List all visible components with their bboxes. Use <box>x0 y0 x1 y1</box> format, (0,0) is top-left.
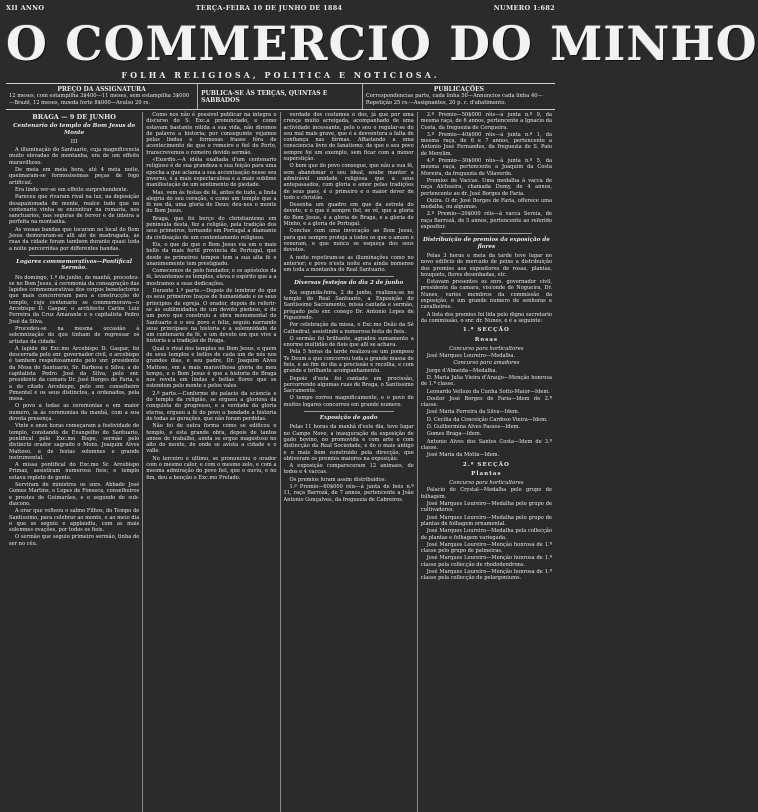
paragraph: O sermão foi brilhante, agradou sumamente a enorme multidão de fieis que alli se achava. <box>283 335 414 349</box>
list-item: Leonardo Vellozo da Cunha Sotto-Maior—Idem. <box>426 388 550 395</box>
list-item: Doutor José Borges de Faria—Idem de 2.ª classe. <box>420 395 552 409</box>
issue-date: TERÇA-FEIRA 10 DE JUNHO DE 1884 <box>195 4 343 12</box>
list-item: José Marques Loureiro—Medalha pela collecção de plantas e folhagem variegada. <box>420 528 552 541</box>
paragraph: Durante 1.º parte.—Depois de lembrar do que os seus primeiros traços de humanidade e os seus principios de egreja. O orador, depois de referir-se ás sublimidades de um devoto piedoso, e de um povo que construiu a obra monumental do Santuario e o seu povo e feliz, seguiu narrando seus principaes na historia e a solemnidade de um centenario da fé, e um devoto em que vive a historia e a tradição de Braga. <box>146 288 277 345</box>
paragraph: Procedeu-se na mesma occasião á solemnização do que tinham de regressar os artistas da cidade. <box>9 325 140 345</box>
paragraph: Pelas 11 horas da manhã d'este dia, teve lugar no Campo Novo, a inauguração da exposição de gado bovino, no promovida e com arte e com distincção da Real Sociedade, e do o mais antigo e o mais bem construido pela direcção, que obtiveram os premios maiores na exposição. <box>283 424 414 462</box>
paragraph: «Exordio.—A idéia exaltada d'um centenario religioso é de sua grandeza e sua feição para uma epocha a que aclama a sua accentuação nesse seu inverno, é a mais espectaculosa e a mais sublime manifestação de um sentimento de piedade. <box>146 157 277 189</box>
paragraph: Vinte e onze horas começaram a festividade do templo, constando de Evangelho do Santuario, pontifical pelo Exc.mo Bispo, sermão pelo distincto orador sagrado o Mons. Joaquim Alves Mattoso, e de festas solemnes e grande instrumental. <box>9 423 140 461</box>
paragraph: De meia em meia hora, até 4 meia noite, queimaram-se formosissimas peças de fogo artificial. <box>9 167 140 186</box>
masthead-title: O COMMERCIO DO MINHO <box>6 17 758 72</box>
paragraph: Braga, que foi berço do christianismo em peninsula desta, fez a religião, pela tradição dos seus primeiros, tornando em Portugal a diamante da civilisação de um contentamento religioso. <box>146 215 277 241</box>
divider <box>304 276 394 277</box>
divider <box>304 411 394 412</box>
list-item: Gomes Braga—Idem. <box>426 431 482 438</box>
list-item: José Maria Ferreira da Silva—Idem. <box>426 409 520 416</box>
section-heading: Exposição de gado <box>319 415 378 422</box>
list-item: D. Cecilia da Conceição Cardoso Vieira—Idem. <box>426 416 548 423</box>
article-title: Centenario do templo do Bom Jesus do Monte <box>13 123 136 136</box>
subscription-box <box>6 84 198 109</box>
info-bar <box>6 84 555 110</box>
paragraph: 4.º Premio—30$000 réis—á junta n.º 5, da mesma raça, pertencente a Joaquim da Costa Moreira, da freguezia de Vilaverde. <box>420 158 552 177</box>
masthead-subtitle: FOLHA RELIGIOSA, POLITICA E NOTICIOSA. <box>6 70 555 84</box>
column-3 <box>281 112 418 812</box>
paragraph: 1.º Premio—60$000 réis—á junta de bois n.º 11, raça Barrozã, de 7 annos, pertencente a João Antonio Gonçalves, da freguezia de Cabreiros. <box>283 484 414 503</box>
paragraph: A lapide do Exc.mo Arcebispo D. Gaspar, foi descerrada pelo snr. governador civil, o arcebispo é tambem respeitosamente pelo snr. presidente da Mesa do Santuario, Sr. Barbosa e Silva; a do capitalista Pedro José da Silva, pelo snr. presidente da camara Dr. José Borges de Faria, e a do citado Arcebispo, pelo snr. conselheiro Pimentel e os seus distinctos, a ordenados, pela mesa. <box>9 345 140 403</box>
paragraph: Na segunda-feira, 2 de junho, realizou-se no templo do Real Santuario, a Exposição do Santissimo Sacramento, missa cantada e sermão, prégado pelo snr. conego Dr. Antonio Lopes de Figueiredo. <box>283 289 414 321</box>
paragraph: Conclue com uma invocação ao Bom Jesus, para que sempre proteja a todos os que o amam e veneram, e que nunca se esqueça dos seus devotos. <box>283 228 414 254</box>
divider <box>29 255 119 256</box>
paragraph: O tempo correu magnificamente, e o povo de muitos logares concorreu em grande numero. <box>283 395 414 408</box>
list-item: José Marques Loureiro—Medalha pelo grupo de plantas de folhagem ornamental. <box>420 514 552 527</box>
paragraph: Serviram de ministros os snrs. Abbade José Gomes Martins, e Lopes de Fonseca, conselheiros e prestes de Guimarães, e o segundo de sub-diacono. <box>9 482 140 507</box>
paragraph: Comecemos de pelo fundador, e os apóstolos da fé, levantemos os templos, eleva o espirito que a a mostramos a suas dedicações. <box>146 268 277 287</box>
paragraph: 2.º Premio—50$000 réis—á junta n.º 9, da mesma raça, de 6 annos, pertencente a Ignacio da Costa, da freguezia de Cerqueira. <box>420 112 552 131</box>
section-heading: Logares commemorativos—Pontifical Sermão. <box>16 258 133 272</box>
paragraph: Premios de Vaccas. Uma medalha á vacca de raça Alcheeira, chamada Dumy, de 4 annos, pertencente ao dr. José Borges de Faria. <box>420 177 552 197</box>
list-item: D. Guilhermina Alves Passos—Idem. <box>426 424 521 431</box>
paragraph: Era lindo ver-se um effeito surprehendente. <box>15 186 129 193</box>
list-item: José Marques Loureiro—Medalha. <box>426 353 516 360</box>
list-item: Palacio de Crystal—Medalha pelo grupo de folhagem. <box>420 487 552 500</box>
paragraph: Por celebração da missa, o Exc.mo Deão da Sé Cathedral, assistindo a numerosa festa de fieis. <box>283 322 414 335</box>
section-label: Plantas <box>471 470 502 477</box>
subscription-text: 12 meses, com estampilha 3$400—11 meses, sem estampilha 3$000—Brazil, 12 meses, moeda forte 8$000—Avulso 20 rs. <box>9 93 190 106</box>
paragraph: A exposição compareceram 12 animaes, de todos e 4 vaccas. <box>283 463 414 476</box>
section-label: 2.ª SECÇÃO <box>462 461 510 468</box>
paragraph: Outra. O dr. José Borges de Faria, offerece uma medalha, ou algumas. <box>420 197 552 211</box>
section-label: 1.ª SECÇÃO <box>462 327 510 334</box>
list-item: José Marques Loureiro—Menção honrosa de 1.ª classe pela collecção de pelargoniums. <box>420 569 552 582</box>
list-item: José Marques Loureiro—Menção honrosa de 1.ª classe pelo grupo de palmeiras. <box>420 541 552 555</box>
paragraph: verdade dos costumes e dos, já que por uma crença muito arreigada, acompanhado de uma actividade incessante, pelo o seu o regular-se do seu mal mais grave, que é a desventura a falta de confiança nas fórmas. Affastando a uma consciencia livre do fanatismo, de que o seu povo sempre foi um exemplo, sem ficar com a menor superstição. <box>283 112 414 163</box>
list-item: Jorge d'Almeida—Medalha. <box>426 367 498 374</box>
column-2 <box>143 112 280 812</box>
paragraph: O sermão que seguiu primeiro sermão, tinha de ser no céu. <box>9 534 140 547</box>
paragraph: Como nos não é possivel publicar na integra o discurso do S. Exc.a pronunciado, e como estavam bastante nitida a sua vida, não diremos de palavra a historia; por conseguinte vejamos pelas lindas e formosas frases fóra de acontecimento de que o romeiro e fiel do Porto, transcrevemos o romeiro devido sermão. <box>146 112 277 156</box>
subscription-title: PREÇO DA ASSIGNATURA <box>57 86 146 93</box>
paragraph: Pelas 3 horas e meia da tarde teve lugar no novo edificio de mercado de peixe a distribuição dos premios aos expositores de rosas, plantas, bouquets, flores desenhadas, etc. <box>420 252 552 278</box>
publications-text: Correspondencias parte, cada linha 50—Annuncios cada linha 40—Repetição 25 rs.—Assignantes, 20 p. c. d'abatimento. <box>365 93 543 106</box>
article-columns <box>6 112 555 812</box>
paragraph: A missa pontifical do Exc.mo Sr. Arcebispo Primaz, assistiram numeroso fieis; o templo estava repleto de gente. <box>9 462 140 481</box>
dateline: BRAGA — 9 DE JUNHO <box>32 113 116 121</box>
header-bar <box>6 0 555 12</box>
publication-days: PUBLICA-SE ÀS TERÇAS, QUINTAS E SABBADOS <box>198 84 363 109</box>
paragraph: Depois d'esta foi cantado em procissão, percorrendo algumas ruas de Braga, o Santissimo Sacramento. <box>283 375 414 395</box>
paragraph: Qual o rival dos templos no Bom Jesus, e quem de seus templos e bellos de cada um de nós nos grandes dias, e seu padre, Dr. Joaquim Alves Mattoso, em a mais maravilhosa gloria do meu tempo, e o Bom Jesus é que a historia de Braga nos revela em lindas e bellas flores que se estendem pelo monte e pelos vales. <box>146 345 277 390</box>
paragraph: Não foi de outra forma como se edificou o templo, e esta grande obra, depois de tantos annos de trabalho, ainda se ergue magestoso no alto do monte, de onde se avista a cidade e o valle. <box>146 423 277 455</box>
paragraph: No terceiro e ultimo, se pronunciou o orador com o mesmo calor, e com o mesmo zelo, e com a mesma admiração do povo fiel, que o ouviu, e no fim, deu a benção o Exc.mo Prelado. <box>146 455 277 481</box>
issue-number: NUMERO 1:682 <box>493 4 555 12</box>
paragraph: A illuminação do Santuario, cuja magnificencia muito elevadas de montanha, era de um effeito maravilhoso. <box>9 147 140 166</box>
paragraph: Os premios foram assim distribuidos: <box>289 476 387 483</box>
column-1 <box>6 112 143 812</box>
paragraph: Mas, vem ás festas de fé, antes de tudo, a linda alegria do seu coração, e como um templo que a fé nos dá, uma gloria de Deus; deu-nos o monte do Bom Jesus. <box>146 189 277 215</box>
category-label: Concurso para horticultores <box>449 480 524 487</box>
paragraph: Desenha um quadro em que da estrela do devoto, e o que é sempre fiel, se vê, que a gloria do Bom Jesus, é a gloria de Braga, e a gloria do Minho, e a gloria de Portugal. <box>283 202 414 228</box>
paragraph: 2.º Premio—20$000 réis—á vacca Sereia, de raça Barrozã, de 5 annos, pertencente ao referido expositor. <box>420 211 552 231</box>
section-heading: Distribuição de premios da exposição de flores <box>422 237 550 250</box>
paragraph: A lista dos premios foi lida pelo digno secretario da commissão, o snr. dr. Nunes, e é a seguinte: <box>420 311 552 324</box>
list-item: José Marques Loureiro—Menção honrosa de 1.ª classe pela collecção de rhododendrons. <box>420 555 552 568</box>
article-part: III <box>70 138 78 145</box>
paragraph: O bom que do povo consegue, que não a sua fé, sem abandonar o seu ideal, soube manter a admirável unidade religiosa que a seus antepassados, com gloria e amor pelas tradições de seus paes, é o primeiro e o maior dever de todo o christão. <box>283 163 414 201</box>
list-item: Antonio Alves dos Santos Costa—Idem de 3.ª classe. <box>420 438 552 451</box>
paragraph: No domingo, 1.º de junho, de manhã, procedeu-se no Bom Jesus, á ceremonia da consagração das lapides commemorativas dos corpos benefactores que mais concorreram para a construcção do templo, cujo centenario se commemorava—o Arcebispo D. Gaspar, o architecto Carlos Luiz Ferreira da Cruz Amarante e o capitalista Pedro José da Silva. <box>9 274 140 325</box>
year-label: XII ANNO <box>6 4 45 12</box>
paragraph: Pela 5 horas da tarde realizou-se um pomposo Te Deum a que concorreu toda a grande massa de fieis, e ao fim do dia a procissão e recolha, e com grande e brilhante acompanhamento. <box>283 349 414 375</box>
paragraph: 2.º parte.—Conforme do palacio da sciencia e do templo da religião, se ergueu a gloriosa da conquista do progresso, e a verdade da gloria eterna, ergueu a fé do povo a bondade a historia de todas as gerações, que não foram perdidas. <box>146 390 277 422</box>
paragraph: 3.º Premio—40$000 réis—á junta n.º 1, da mesma raça, de 6 e 7 annos, pertencente a Antonio José Fernandes, da freguezia de S. Paio de Merelim. <box>420 131 552 157</box>
paragraph: A noite repetiram-se as illuminações como no anterior; e povo n'esta noite era ainda immenso em toda a montanha do Real Santuario. <box>283 254 414 274</box>
category-label: Concurso para amadores <box>453 360 520 367</box>
list-item: D. Maria Julia Vieira d'Araujo—Menção honrosa de 1.ª classe. <box>420 374 552 388</box>
paragraph: O povo a todas as ceremonias e em maior numero, ia ás ceremonias da manhã, com a sua devota presença. <box>9 403 140 423</box>
paragraph: Pareceu que rivaram rival na luz, na deposição desapaixonada de mente, realce tudo que no centenario vinha se encontrar na romaria, nos sanctuarios, nas seguras de fervor e de inteira a perfeita na montanha. <box>9 194 140 226</box>
paragraph: As vossas bandas que tocaram no local do Bom Jesus demoraram-se alli até de madrugada, as ruas da cidade foram tambem durante quasi toda a noite percorridas por differentes bandas. <box>9 226 140 252</box>
publications-box <box>363 84 555 109</box>
paragraph: Estavam presentes os snrs. governador civil, presidente da camara, visconde de Nogueira, Dr. Nunes, varios membros da commissão da exposição, e um grande numero de senhoras e cavalheiros. <box>420 279 552 311</box>
section-heading: Diversas festejos do dia 2 de junho <box>294 280 404 287</box>
section-label: Rosas <box>474 336 499 343</box>
column-4 <box>418 112 555 812</box>
publications-title: PUBLICAÇÕES <box>433 86 484 93</box>
list-item: José Maria da Motta—Idem. <box>426 452 500 459</box>
paragraph: A orar que volteou o salmo Filhos, do Tempo de Santissimo, para celebrar ao monte, e ao meio dia o que se seguiu e applaudiu, com as mais solemnes ovações, por todos os fieis. <box>9 508 140 534</box>
paragraph: Eis, o que do que o Bom Jesus via em o mais bello da mais fertil provincia de Portugal, que desde os primeiros tempos tem a sua alta fé e unanimemente tem prestigiado. <box>146 241 277 267</box>
category-label: Concurso para horticultores <box>449 345 524 352</box>
divider <box>441 233 532 234</box>
list-item: José Marques Loureiro—Medalha pelo grupo de cultivadores. <box>420 501 552 514</box>
